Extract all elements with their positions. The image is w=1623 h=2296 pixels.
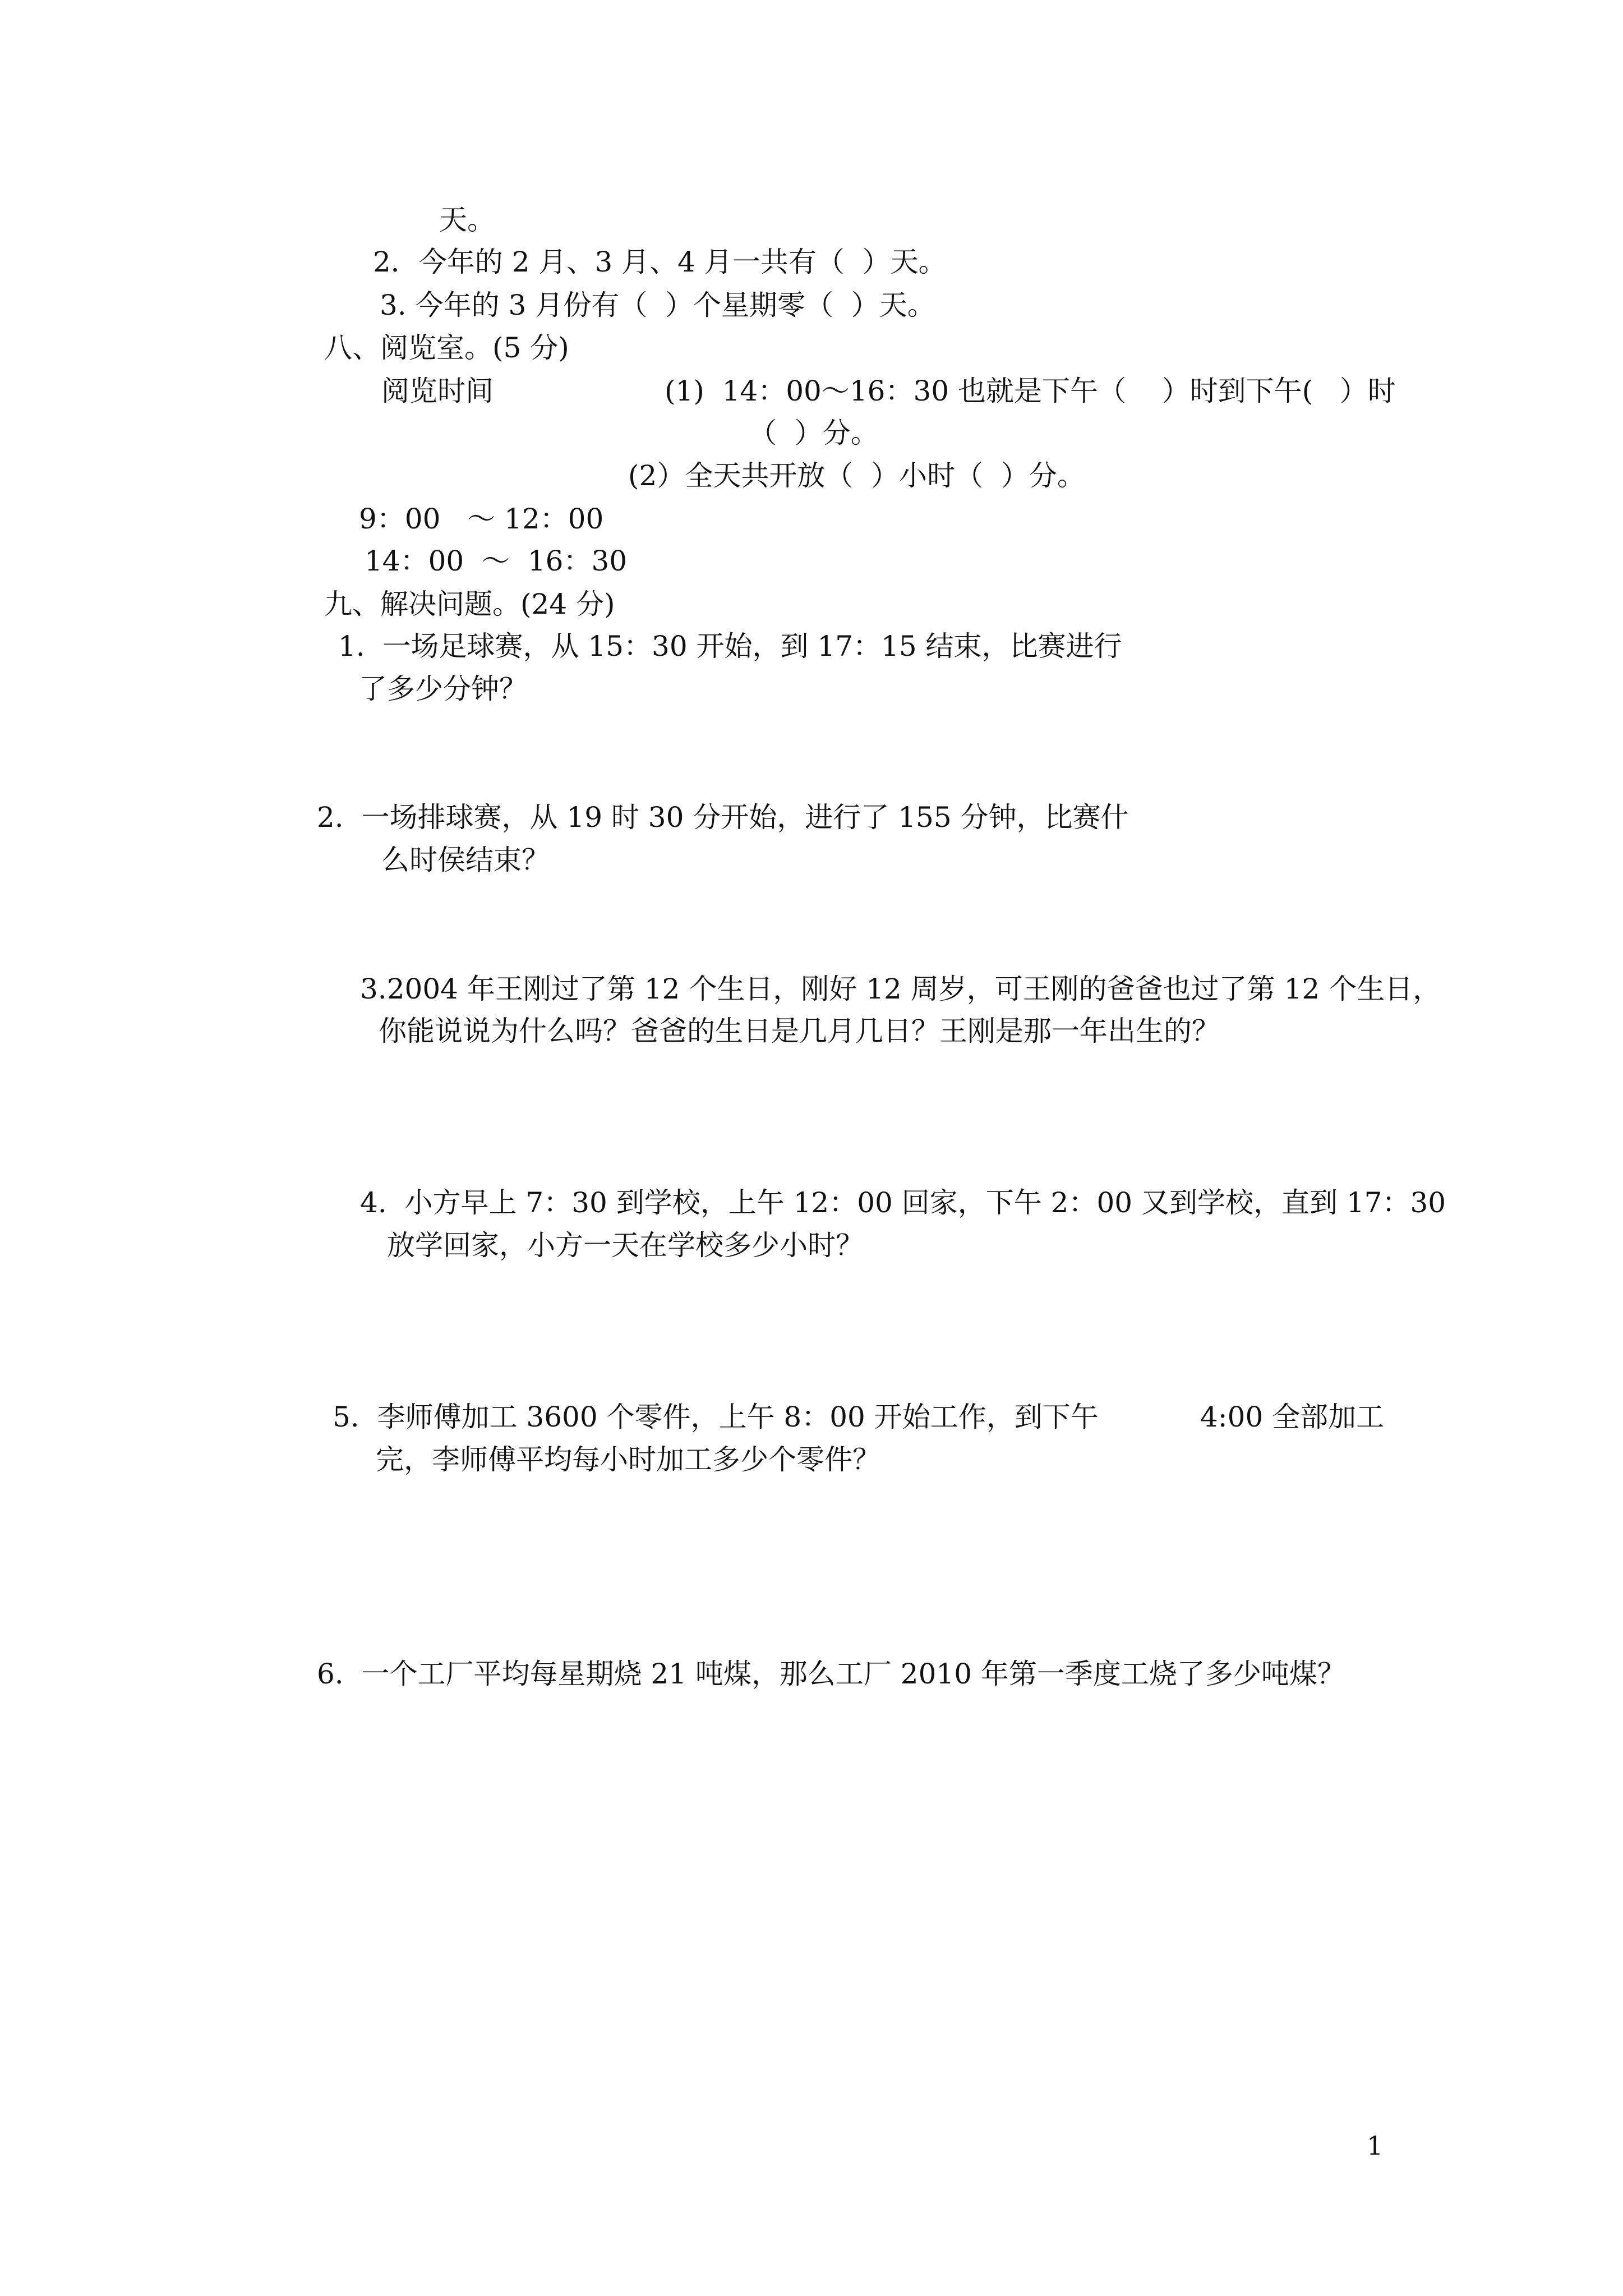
- problem-1-line-1: 1. 一场足球赛，从 15：30 开始，到 17：15 结束，比赛进行: [338, 630, 1122, 662]
- question-1-line-1: (1) 14：00～16：30 也就是下午（ ）时到下午( ）时: [665, 375, 1396, 407]
- problem-2-line-1: 2. 一场排球赛，从 19 时 30 分开始，进行了 155 分钟，比赛什: [317, 801, 1129, 834]
- page-number: 1: [1367, 2131, 1384, 2161]
- question-1-line-2: （ ）分。: [749, 417, 879, 449]
- question-3: 3. 今年的 3 月份有（ ）个星期零（ ）天。: [380, 289, 935, 321]
- opening-time-morning: 9：00 ～ 12：00: [359, 503, 604, 535]
- problem-5-line-1: 5. 李师傅加工 3600 个零件，上午 8：00 开始工作，到下午: [333, 1401, 1099, 1433]
- problem-6: 6. 一个工厂平均每星期烧 21 吨煤，那么工厂 2010 年第一季度工烧了多少吨煤？: [317, 1658, 1345, 1690]
- question-2: 2．今年的 2 月、3 月、4 月一共有（ ）天。: [373, 246, 947, 278]
- section-heading: 八、阅览室。(5 分): [324, 332, 569, 364]
- problem-4-line-1: 4. 小方早上 7：30 到学校，上午 12：00 回家，下午 2：00 又到学校，直到 17：30: [360, 1186, 1446, 1219]
- problem-3-line-2: 你能说说为什么吗？爸爸的生日是几月几日？王刚是那一年出生的？: [379, 1015, 1220, 1047]
- section-heading: 九、解决问题。(24 分): [324, 588, 615, 620]
- reading-time-label: 阅览时间: [381, 375, 494, 407]
- problem-1-line-2: 了多少分钟？: [359, 673, 527, 705]
- problem-5-line-2: 完，李师傅平均每小时加工多少个零件？: [376, 1443, 880, 1476]
- opening-time-afternoon: 14：00 ～ 16：30: [365, 545, 628, 577]
- question-2: (2）全天共开放（ ）小时（ ）分。: [628, 459, 1085, 492]
- problem-3-line-1: 3.2004 年王刚过了第 12 个生日，刚好 12 周岁，可王刚的爸爸也过了第 12 个生日，: [360, 973, 1441, 1005]
- question-1-continuation: 天。: [439, 204, 495, 236]
- problem-5-line-1-end: 4:00 全部加工: [1200, 1401, 1385, 1433]
- problem-4-line-2: 放学回家，小方一天在学校多少小时？: [387, 1229, 864, 1262]
- problem-2-line-2: 么时侯结束？: [381, 844, 550, 876]
